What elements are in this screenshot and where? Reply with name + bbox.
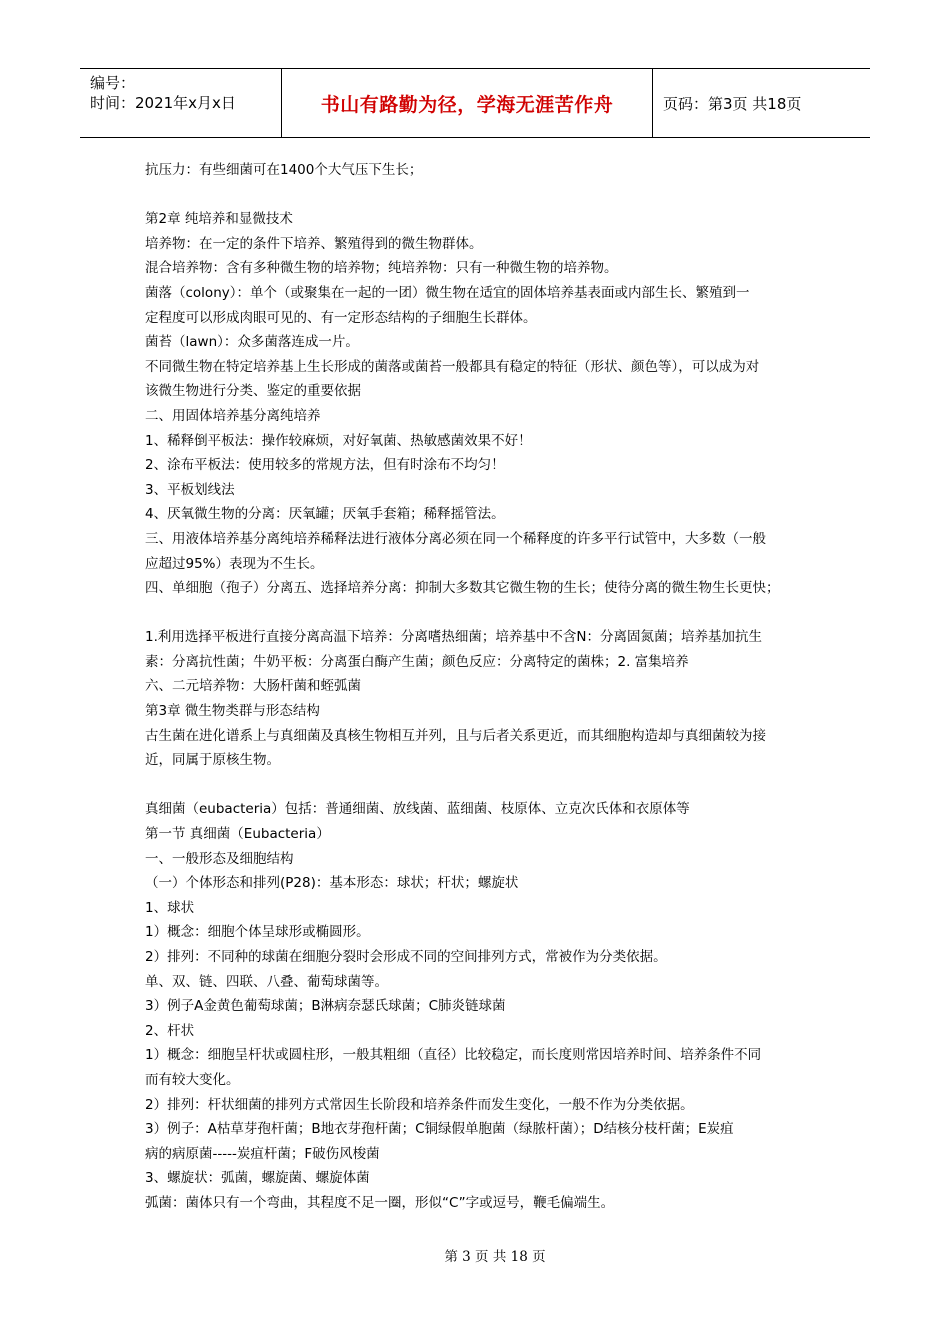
text-line: 2）排列：不同种的球菌在细胞分裂时会形成不同的空间排列方式，常被作为分类依据。	[145, 949, 667, 965]
header-page-info: 页码：第3页 共18页	[663, 94, 802, 113]
header-meta	[80, 69, 282, 137]
text-line: 真细菌（eubacteria）包括：普通细菌、放线菌、蓝细菌、枝原体、立克次氏体和衣原体等	[145, 801, 690, 818]
text-line: 3、螺旋状：弧菌，螺旋菌、螺旋体菌	[145, 1170, 370, 1187]
document-number-label: 编号：	[90, 74, 136, 92]
text-line: 菌落（colony）：单个（或聚集在一起的一团）微生物在适宜的固体培养基表面或内部生长、繁殖到一	[145, 284, 750, 301]
text-line: 古生菌在进化谱系上与真细菌及真核生物相互并列，且与后者关系更近，而其细胞构造却与真细菌较为接	[145, 727, 766, 744]
text-line: 菌苔（lawn）：众多菌落连成一片。	[145, 334, 359, 351]
text-line: 2）排列：杆状细菌的排列方式常因生长阶段和培养条件而发生变化，一般不作为分类依据。	[145, 1096, 694, 1113]
text-line: 该微生物进行分类、鉴定的重要依据	[145, 383, 361, 400]
text-line: 应超过95%）表现为不生长。	[145, 555, 324, 572]
header-motto: 书山有路勤为径，学海无涯苦作舟	[320, 93, 614, 116]
text-line: 培养物：在一定的条件下培养、繁殖得到的微生物群体。	[145, 235, 483, 252]
text-line: 一、一般形态及细胞结构	[145, 850, 294, 867]
blank-line	[145, 183, 813, 208]
text-line: 素：分离抗性菌；牛奶平板：分离蛋白酶产生菌；颜色反应：分离特定的菌株；2. 富集培养	[145, 653, 689, 670]
text-line: 第2章 纯培养和显微技术	[145, 211, 293, 228]
text-line: 近，同属于原核生物。	[145, 752, 280, 769]
blank-line	[145, 773, 813, 798]
text-line: 而有较大变化。	[145, 1071, 240, 1088]
page-header	[80, 68, 870, 138]
text-line: 1、球状	[145, 899, 195, 916]
text-line: 1.利用选择平板进行直接分离高温下培养：分离嗜热细菌；培养基中不含N：分离固氮菌；培养基加抗生	[145, 629, 762, 646]
text-line: 四、单细胞（孢子）分离五、选择培养分离：抑制大多数其它微生物的生长；使待分离的微生物生长更快；	[145, 580, 780, 597]
header-motto-cell	[282, 69, 653, 137]
text-line: 3）例子：A枯草芽孢杆菌；B地衣芽孢杆菌；C铜绿假单胞菌（绿脓杆菌）；D结核分枝杆菌；E炭疽	[145, 1121, 734, 1138]
text-line: 1、稀释倒平板法：操作较麻烦，对好氧菌、热敏感菌效果不好！	[145, 432, 532, 449]
text-line: 弧菌：菌体只有一个弯曲，其程度不足一圈，形似“C”字或逗号，鞭毛偏端生。	[145, 1194, 615, 1211]
text-line: 3、平板划线法	[145, 481, 235, 498]
blank-line	[145, 601, 813, 626]
text-line: 第3章 微生物类群与形态结构	[145, 703, 320, 720]
header-page-info-cell	[653, 69, 870, 137]
document-body	[145, 158, 813, 1216]
text-line: 三、用液体培养基分离纯培养稀释法进行液体分离必须在同一个稀释度的许多平行试管中，大多数（一般	[145, 530, 766, 547]
text-line: 病的病原菌-----炭疽杆菌；F破伤风梭菌	[145, 1145, 380, 1162]
text-line: 六、二元培养物：大肠杆菌和蛭弧菌	[145, 678, 361, 695]
text-line: 3）例子A金黄色葡萄球菌；B淋病奈瑟氏球菌；C肺炎链球菌	[145, 998, 506, 1015]
text-line: 不同微生物在特定培养基上生长形成的菌落或菌苔一般都具有稳定的特征（形状、颜色等），可以成为对	[145, 358, 760, 375]
text-line: 抗压力：有些细菌可在1400个大气压下生长；	[145, 162, 423, 178]
text-line: 混合培养物：含有多种微生物的培养物；纯培养物：只有一种微生物的培养物。	[145, 260, 618, 277]
text-line: 1）概念：细胞呈杆状或圆柱形，一般其粗细（直径）比较稳定，而长度则常因培养时间、培养条件不同	[145, 1047, 762, 1064]
text-line: 单、双、链、四联、八叠、葡萄球菌等。	[145, 973, 388, 990]
document-date: 时间：2021年x月x日	[90, 94, 236, 112]
text-line: 1）概念：细胞个体呈球形或椭圆形。	[145, 924, 370, 941]
page-footer: 第 3 页 共 18 页	[444, 1249, 546, 1265]
text-line: 2、杆状	[145, 1022, 195, 1039]
text-line: 4、厌氧微生物的分离：厌氧罐；厌氧手套箱；稀释摇管法。	[145, 506, 505, 523]
text-line: （一）个体形态和排列(P28)：基本形态：球状；杆状；螺旋状	[145, 875, 519, 892]
text-line: 定程度可以形成肉眼可见的、有一定形态结构的子细胞生长群体。	[145, 309, 537, 326]
text-line: 二、用固体培养基分离纯培养	[145, 407, 321, 424]
text-line: 第一节 真细菌（Eubacteria）	[145, 826, 330, 843]
text-line: 2、涂布平板法：使用较多的常规方法，但有时涂布不均匀！	[145, 457, 505, 474]
